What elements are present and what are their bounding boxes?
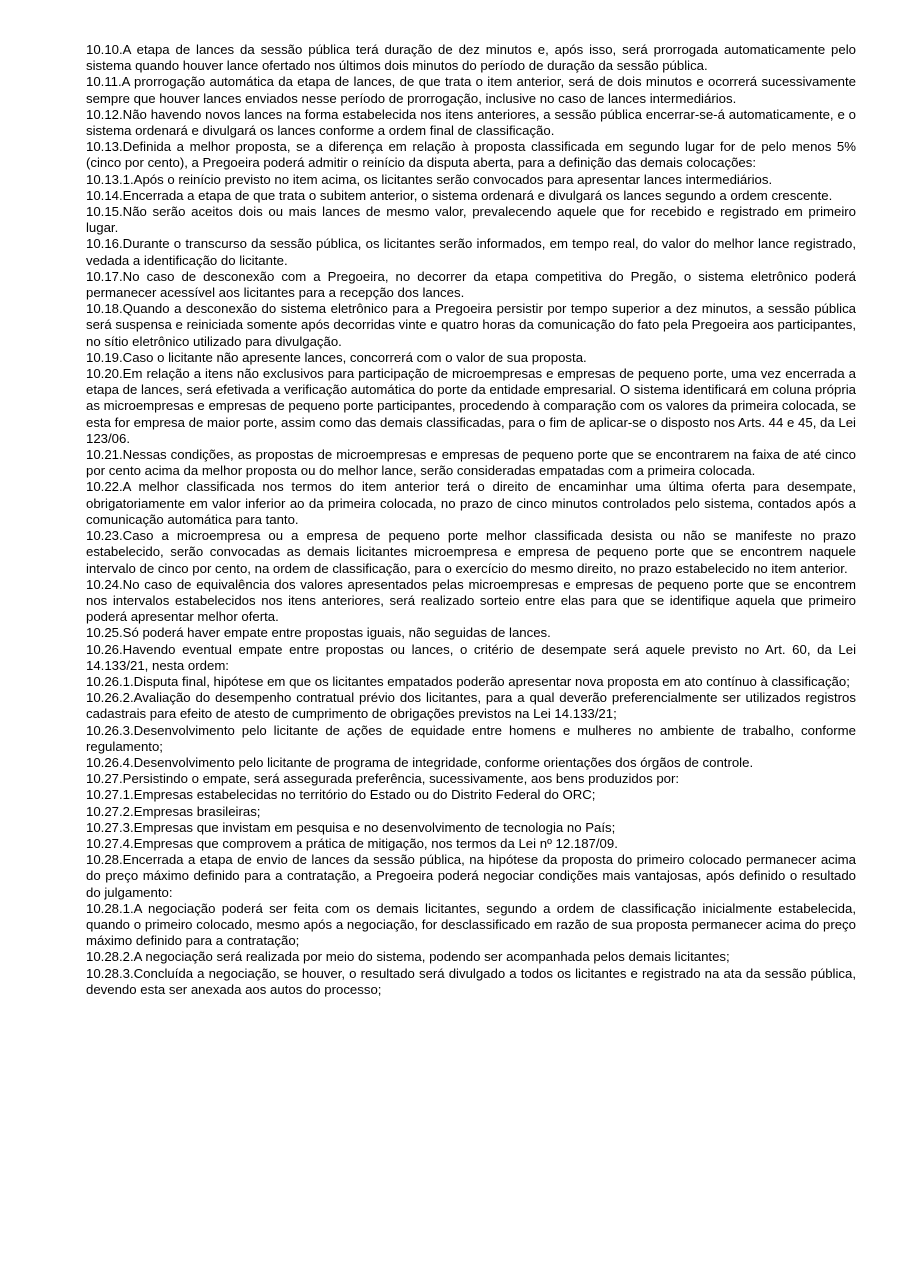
clause-paragraph: 10.28.3.Concluída a negociação, se houver, o resultado será divulgado a todos os licitantes e registrado na ata da sessão pública, devendo esta ser anexada aos autos do processo; (86, 965, 856, 997)
clause-paragraph: 10.28.2.A negociação será realizada por meio do sistema, podendo ser acompanhada pelos demais licitantes; (86, 949, 730, 965)
clause-paragraph: 10.28.Encerrada a etapa de envio de lances da sessão pública, na hipótese da proposta do primeiro colocado permanecer acima do preço máximo definido para a contratação, a Pregoeira poderá negociar condições mais vantajosas, após definido o resultado do julgamento: (86, 852, 856, 900)
clause-paragraph: 10.27.Persistindo o empate, será assegurada preferência, sucessivamente, aos bens produzidos por: (86, 771, 680, 787)
clause-paragraph: 10.17.No caso de desconexão com a Pregoeira, no decorrer da etapa competitiva do Pregão, o sistema eletrônico poderá permanecer acessível aos licitantes para a recepção dos lances. (86, 268, 856, 301)
clause-paragraph: 10.20.Em relação a itens não exclusivos para participação de microempresas e empresas de pequeno porte, uma vez encerrada a etapa de lances, será efetivada a verificação automática do porte da entidade empresarial. O sistema identificará em coluna própria as microempresas e empresas de pequeno porte participantes, procedendo à comparação com os valores da primeira colocada, se esta for empresa de maior porte, assim como das demais classificadas, para o fim de aplicar-se o disposto nos Arts. 44 e 45, da Lei 123/06. (86, 366, 856, 446)
document-page (86, 42, 856, 998)
clause-paragraph: 10.26.1.Disputa final, hipótese em que os licitantes empatados poderão apresentar nova proposta em ato contínuo à classificação; (86, 673, 850, 689)
clause-paragraph: 10.24.No caso de equivalência dos valores apresentados pelas microempresas e empresas de pequeno porte que se encontrem nos intervalos estabelecidos nos itens anteriores, será realizado sorteio entre elas para que se identifique aquela que primeiro poderá apresentar melhor oferta. (86, 576, 856, 625)
clause-paragraph: 10.27.2.Empresas brasileiras; (86, 803, 261, 819)
clause-paragraph: 10.11.A prorrogação automática da etapa de lances, de que trata o item anterior, será de dois minutos e ocorrerá sucessivamente sempre que houver lances enviados nesse período de prorrogação, inclusive no caso de lances intermediários. (86, 74, 856, 106)
clause-paragraph: 10.27.1.Empresas estabelecidas no território do Estado ou do Distrito Federal do ORC; (86, 787, 596, 803)
clause-paragraph: 10.21.Nessas condições, as propostas de microempresas e empresas de pequeno porte que se encontrarem na faixa de até cinco por cento acima da melhor proposta ou do melhor lance, serão consideradas empatadas com a primeira colocada. (86, 447, 856, 479)
clause-paragraph: 10.13.Definida a melhor proposta, se a diferença em relação à proposta classificada em segundo lugar for de pelo menos 5% (cinco por cento), a Pregoeira poderá admitir o reinício da disputa aberta, para a definição das demais colocações: (86, 139, 856, 171)
clause-paragraph: 10.15.Não serão aceitos dois ou mais lances de mesmo valor, prevalecendo aquele que for recebido e registrado em primeiro lugar. (86, 204, 856, 236)
clause-paragraph: 10.10.A etapa de lances da sessão pública terá duração de dez minutos e, após isso, será prorrogada automaticamente pelo sistema quando houver lance ofertado nos últimos dois minutos do período de duração da sessão pública. (86, 42, 856, 74)
clause-paragraph: 10.28.1.A negociação poderá ser feita com os demais licitantes, segundo a ordem de classificação inicialmente estabelecida, quando o primeiro colocado, mesmo após a negociação, for desclassificado em razão de sua proposta permanecer acima do preço máximo definido para a contratação; (86, 900, 856, 949)
clause-paragraph: 10.22.A melhor classificada nos termos do item anterior terá o direito de encaminhar uma última oferta para desempate, obrigatoriamente em valor inferior ao da primeira colocada, no prazo de cinco minutos controlados pelo sistema, contados após a comunicação automática para tanto. (86, 479, 856, 527)
clause-paragraph: 10.18.Quando a desconexão do sistema eletrônico para a Pregoeira persistir por tempo superior a dez minutos, a sessão pública será suspensa e reiniciada somente após decorridas vinte e quatro horas da comunicação do fato pela Pregoeira aos participantes, no sítio eletrônico utilizado para divulgação. (86, 301, 856, 349)
document-body (86, 42, 856, 998)
clause-paragraph: 10.27.3.Empresas que invistam em pesquisa e no desenvolvimento de tecnologia no País; (86, 819, 616, 835)
clause-paragraph: 10.26.2.Avaliação do desempenho contratual prévio dos licitantes, para a qual deverão preferencialmente ser utilizados registros cadastrais para efeito de atesto de cumprimento de obrigações previstos na Lei 14.133/21; (86, 690, 856, 722)
clause-paragraph: 10.16.Durante o transcurso da sessão pública, os licitantes serão informados, em tempo real, do valor do melhor lance registrado, vedada a identificação do licitante. (86, 236, 856, 268)
clause-paragraph: 10.12.Não havendo novos lances na forma estabelecida nos itens anteriores, a sessão pública encerrar-se-á automaticamente, e o sistema ordenará e divulgará os lances conforme a ordem final de classificação. (86, 106, 856, 139)
clause-paragraph: 10.23.Caso a microempresa ou a empresa de pequeno porte melhor classificada desista ou não se manifeste no prazo estabelecido, serão convocadas as demais licitantes microempresa e empresa de pequeno porte que se encontrem naquele intervalo de cinco por cento, na ordem de classificação, para o exercício do mesmo direito, no prazo estabelecido no item anterior. (86, 528, 856, 576)
clause-paragraph: 10.26.Havendo eventual empate entre propostas ou lances, o critério de desempate será aquele previsto no Art. 60, da Lei 14.133/21, nesta ordem: (86, 641, 856, 673)
clause-paragraph: 10.25.Só poderá haver empate entre propostas iguais, não seguidas de lances. (86, 625, 551, 641)
clause-paragraph: 10.26.3.Desenvolvimento pelo licitante de ações de equidade entre homens e mulheres no ambiente de trabalho, conforme regulamento; (86, 722, 856, 754)
clause-paragraph: 10.27.4.Empresas que comprovem a prática de mitigação, nos termos da Lei nº 12.187/09. (86, 835, 618, 851)
clause-paragraph: 10.13.1.Após o reinício previsto no item acima, os licitantes serão convocados para apresentar lances intermediários. (86, 171, 773, 187)
clause-paragraph: 10.26.4.Desenvolvimento pelo licitante de programa de integridade, conforme orientações dos órgãos de controle. (86, 754, 754, 770)
clause-paragraph: 10.19.Caso o licitante não apresente lances, concorrerá com o valor de sua proposta. (86, 349, 587, 365)
clause-paragraph: 10.14.Encerrada a etapa de que trata o subitem anterior, o sistema ordenará e divulgará os lances segundo a ordem crescente. (86, 187, 833, 203)
